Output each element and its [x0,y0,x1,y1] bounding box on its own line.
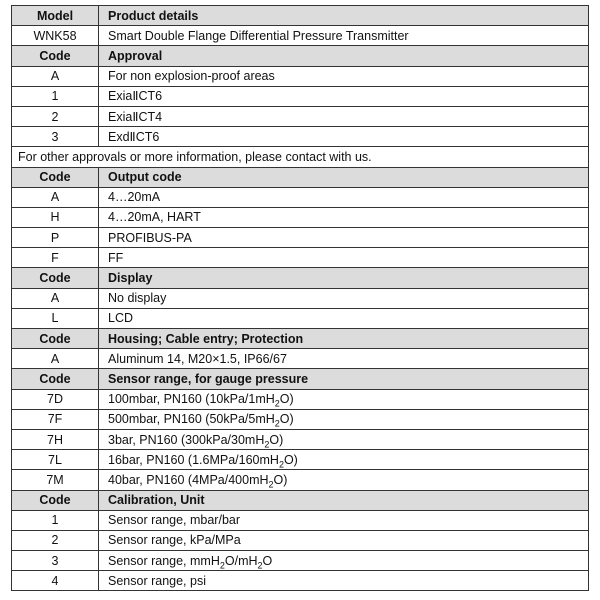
model-code: WNK58 [12,26,99,46]
table-row [12,349,589,369]
sensor-code: 7M [12,470,99,490]
output-code: A [12,187,99,207]
table-row [12,450,589,470]
sensor-desc: 100mbar, PN160 $(10kPa/1mH_2O)$ [99,389,589,409]
table-row [12,571,589,591]
table-row [12,308,589,328]
output-header-row [12,167,589,187]
approval-code: 3 [12,127,99,147]
calibration-desc: Sensor range, $mmH_2O/mH_2O$ [99,551,589,571]
calibration-code: 2 [12,530,99,550]
calibration-desc: Sensor range, psi [99,571,589,591]
model-header-row [12,6,589,26]
approval-desc: ExiaⅡCT4 [99,106,589,126]
output-desc: 4…20mA, HART [99,207,589,227]
sensor-code: 7F [12,409,99,429]
sensor-desc: 40bar, PN160 $(4MPa/400mH_2O)$ [99,470,589,490]
housing-header-label: Housing; Cable entry; Protection [99,329,589,349]
approval-desc: ExiaⅡCT6 [99,86,589,106]
output-header-label: Output code [99,167,589,187]
table-row [12,389,589,409]
sensor-code: 7D [12,389,99,409]
calibration-desc: Sensor range, mbar/bar [99,510,589,530]
calibration-header-row [12,490,589,510]
calibration-code: 1 [12,510,99,530]
approval-code: A [12,66,99,86]
sensor-header-row [12,369,589,389]
sensor-header-code: Code [12,369,99,389]
calibration-header-code: Code [12,490,99,510]
approval-desc: For non explosion-proof areas [99,66,589,86]
sensor-desc: 3bar, PN160 $(300kPa/30mH_2O)$ [99,429,589,449]
model-row [12,26,589,46]
model-desc: Smart Double Flange Differential Pressure Transmitter [99,26,589,46]
display-header-row [12,268,589,288]
approval-header-row [12,46,589,66]
model-header-label: Product details [99,6,589,26]
housing-header-row [12,329,589,349]
product-code-table [11,5,589,591]
output-code: P [12,228,99,248]
table-row [12,207,589,227]
display-code: L [12,308,99,328]
approval-code: 2 [12,106,99,126]
table-row [12,409,589,429]
sensor-header-label: Sensor range, for gauge pressure [99,369,589,389]
calibration-code: 4 [12,571,99,591]
housing-desc: Aluminum 14, M20×1.5, IP66/67 [99,349,589,369]
table-row [12,66,589,86]
housing-code: A [12,349,99,369]
sensor-code: 7H [12,429,99,449]
display-code: A [12,288,99,308]
housing-header-code: Code [12,329,99,349]
sensor-code: 7L [12,450,99,470]
table-row [12,551,589,571]
output-desc: 4…20mA [99,187,589,207]
output-code: F [12,248,99,268]
approval-header-label: Approval [99,46,589,66]
table-row [12,530,589,550]
output-desc: FF [99,248,589,268]
output-code: H [12,207,99,227]
calibration-desc: Sensor range, kPa/MPa [99,530,589,550]
display-header-label: Display [99,268,589,288]
display-header-code: Code [12,268,99,288]
approval-desc: ExdⅡCT6 [99,127,589,147]
sensor-desc: 16bar, PN160 $(1.6MPa/160mH_2O)$ [99,450,589,470]
table-row [12,86,589,106]
table-row [12,106,589,126]
table-row [12,510,589,530]
calibration-header-label: Calibration, Unit [99,490,589,510]
output-header-code: Code [12,167,99,187]
approval-note: For other approvals or more information, please contact with us. [12,147,589,167]
table-row [12,127,589,147]
table-row [12,429,589,449]
sensor-desc: 500mbar, PN160 $(50kPa/5mH_2O)$ [99,409,589,429]
display-desc: No display [99,288,589,308]
calibration-code: 3 [12,551,99,571]
display-desc: LCD [99,308,589,328]
approval-note-row [12,147,589,167]
approval-code: 1 [12,86,99,106]
approval-header-code: Code [12,46,99,66]
table-row [12,187,589,207]
table-row [12,228,589,248]
table-row [12,248,589,268]
output-desc: PROFIBUS-PA [99,228,589,248]
table-row [12,288,589,308]
table-row [12,470,589,490]
model-header-code: Model [12,6,99,26]
